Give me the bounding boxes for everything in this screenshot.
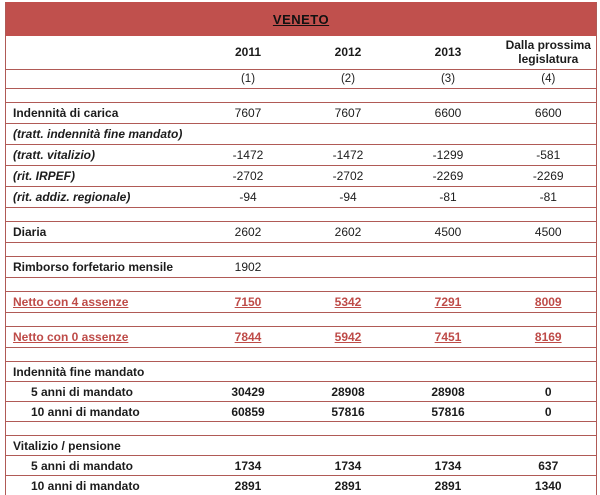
table-row [6,313,597,327]
row-label: Indennità di carica [6,103,196,124]
table-row [6,362,597,382]
row-value: 28908 [396,382,501,402]
table-row [6,257,597,278]
row-value [501,257,597,278]
table-row [6,243,597,257]
row-label: (tratt. vitalizio) [6,145,196,166]
table-title-cell [6,2,597,36]
row-value [396,124,501,145]
row-value: 30429 [196,382,301,402]
row-value: 5342 [301,292,396,313]
row-value: -1472 [301,145,396,166]
row-value: 7607 [196,103,301,124]
table-row [6,422,597,436]
column-ref-3: (3) [396,70,501,89]
row-label: Netto con 0 assenze [6,327,196,348]
column-header-next-legislature: Dalla prossima legislatura [501,36,597,70]
row-value: 1734 [196,456,301,476]
row-label: 10 anni di mandato [6,402,196,422]
table-row [6,103,597,124]
column-header-2011: 2011 [196,36,301,70]
row-value [196,362,301,382]
row-value: -2269 [501,166,597,187]
row-label: Diaria [6,222,196,243]
row-value [196,436,301,456]
row-value: 8009 [501,292,597,313]
spacer-cell [6,278,597,292]
row-value: 28908 [301,382,396,402]
row-value: 7844 [196,327,301,348]
row-value: 7451 [396,327,501,348]
column-ref-1: (1) [196,70,301,89]
row-label: Rimborso forfetario mensile [6,257,196,278]
row-label: 10 anni di mandato [6,476,196,495]
row-value: -1472 [196,145,301,166]
row-value: -1299 [396,145,501,166]
column-header-empty [6,36,196,70]
row-value: 2891 [196,476,301,495]
row-value: 2602 [301,222,396,243]
table-row [6,89,597,103]
row-value: 1340 [501,476,597,495]
table-row [6,327,597,348]
row-value [196,124,301,145]
table-row [6,278,597,292]
column-ref-4: (4) [501,70,597,89]
row-value: 4500 [396,222,501,243]
row-label: Indennità fine mandato [6,362,196,382]
row-value: 1902 [196,257,301,278]
row-value [501,362,597,382]
row-value: 0 [501,382,597,402]
spacer-cell [6,422,597,436]
table-row [6,348,597,362]
row-value: 2891 [396,476,501,495]
row-value: 7150 [196,292,301,313]
table-body [6,89,597,495]
table-row [6,402,597,422]
row-value: 637 [501,456,597,476]
row-value [396,362,501,382]
spacer-cell [6,243,597,257]
row-value [501,124,597,145]
row-value: -581 [501,145,597,166]
row-value: -94 [196,187,301,208]
column-ref-2: (2) [301,70,396,89]
column-header-2012: 2012 [301,36,396,70]
row-label: (rit. addiz. regionale) [6,187,196,208]
region-title: VENETO [272,11,330,27]
row-label: Netto con 4 assenze [6,292,196,313]
table-row [6,145,597,166]
row-value [301,436,396,456]
table-row [6,124,597,145]
row-value [301,124,396,145]
veneto-salary-table [5,2,597,495]
row-label: Vitalizio / pensione [6,436,196,456]
table-title-bar [6,2,597,36]
column-ref-empty [6,70,196,89]
row-value: -2269 [396,166,501,187]
row-value: -81 [501,187,597,208]
row-value: -2702 [301,166,396,187]
row-value: 57816 [301,402,396,422]
spacer-cell [6,313,597,327]
row-value: 57816 [396,402,501,422]
row-value: 60859 [196,402,301,422]
row-value [501,436,597,456]
row-value: 7607 [301,103,396,124]
table-row [6,292,597,313]
table-row [6,456,597,476]
row-label: 5 anni di mandato [6,456,196,476]
row-value: 0 [501,402,597,422]
row-value [301,257,396,278]
row-value: 6600 [501,103,597,124]
row-value: 2602 [196,222,301,243]
row-value: 5942 [301,327,396,348]
table-row [6,208,597,222]
spacer-cell [6,348,597,362]
table-row [6,436,597,456]
row-value: 7291 [396,292,501,313]
column-ref-row [6,70,597,89]
row-label: (rit. IRPEF) [6,166,196,187]
row-value: 1734 [396,456,501,476]
row-value: 1734 [301,456,396,476]
row-value: -2702 [196,166,301,187]
column-header-row [6,36,597,70]
row-value: 4500 [501,222,597,243]
table-row [6,187,597,208]
row-value: 2891 [301,476,396,495]
row-label: 5 anni di mandato [6,382,196,402]
row-value [396,436,501,456]
row-value [396,257,501,278]
table-row [6,476,597,495]
table-row [6,166,597,187]
row-value: -81 [396,187,501,208]
table-row [6,222,597,243]
spacer-cell [6,89,597,103]
row-value: -94 [301,187,396,208]
row-value: 8169 [501,327,597,348]
column-header-2013: 2013 [396,36,501,70]
table-row [6,382,597,402]
row-value: 6600 [396,103,501,124]
spacer-cell [6,208,597,222]
row-value [301,362,396,382]
row-label: (tratt. indennità fine mandato) [6,124,196,145]
